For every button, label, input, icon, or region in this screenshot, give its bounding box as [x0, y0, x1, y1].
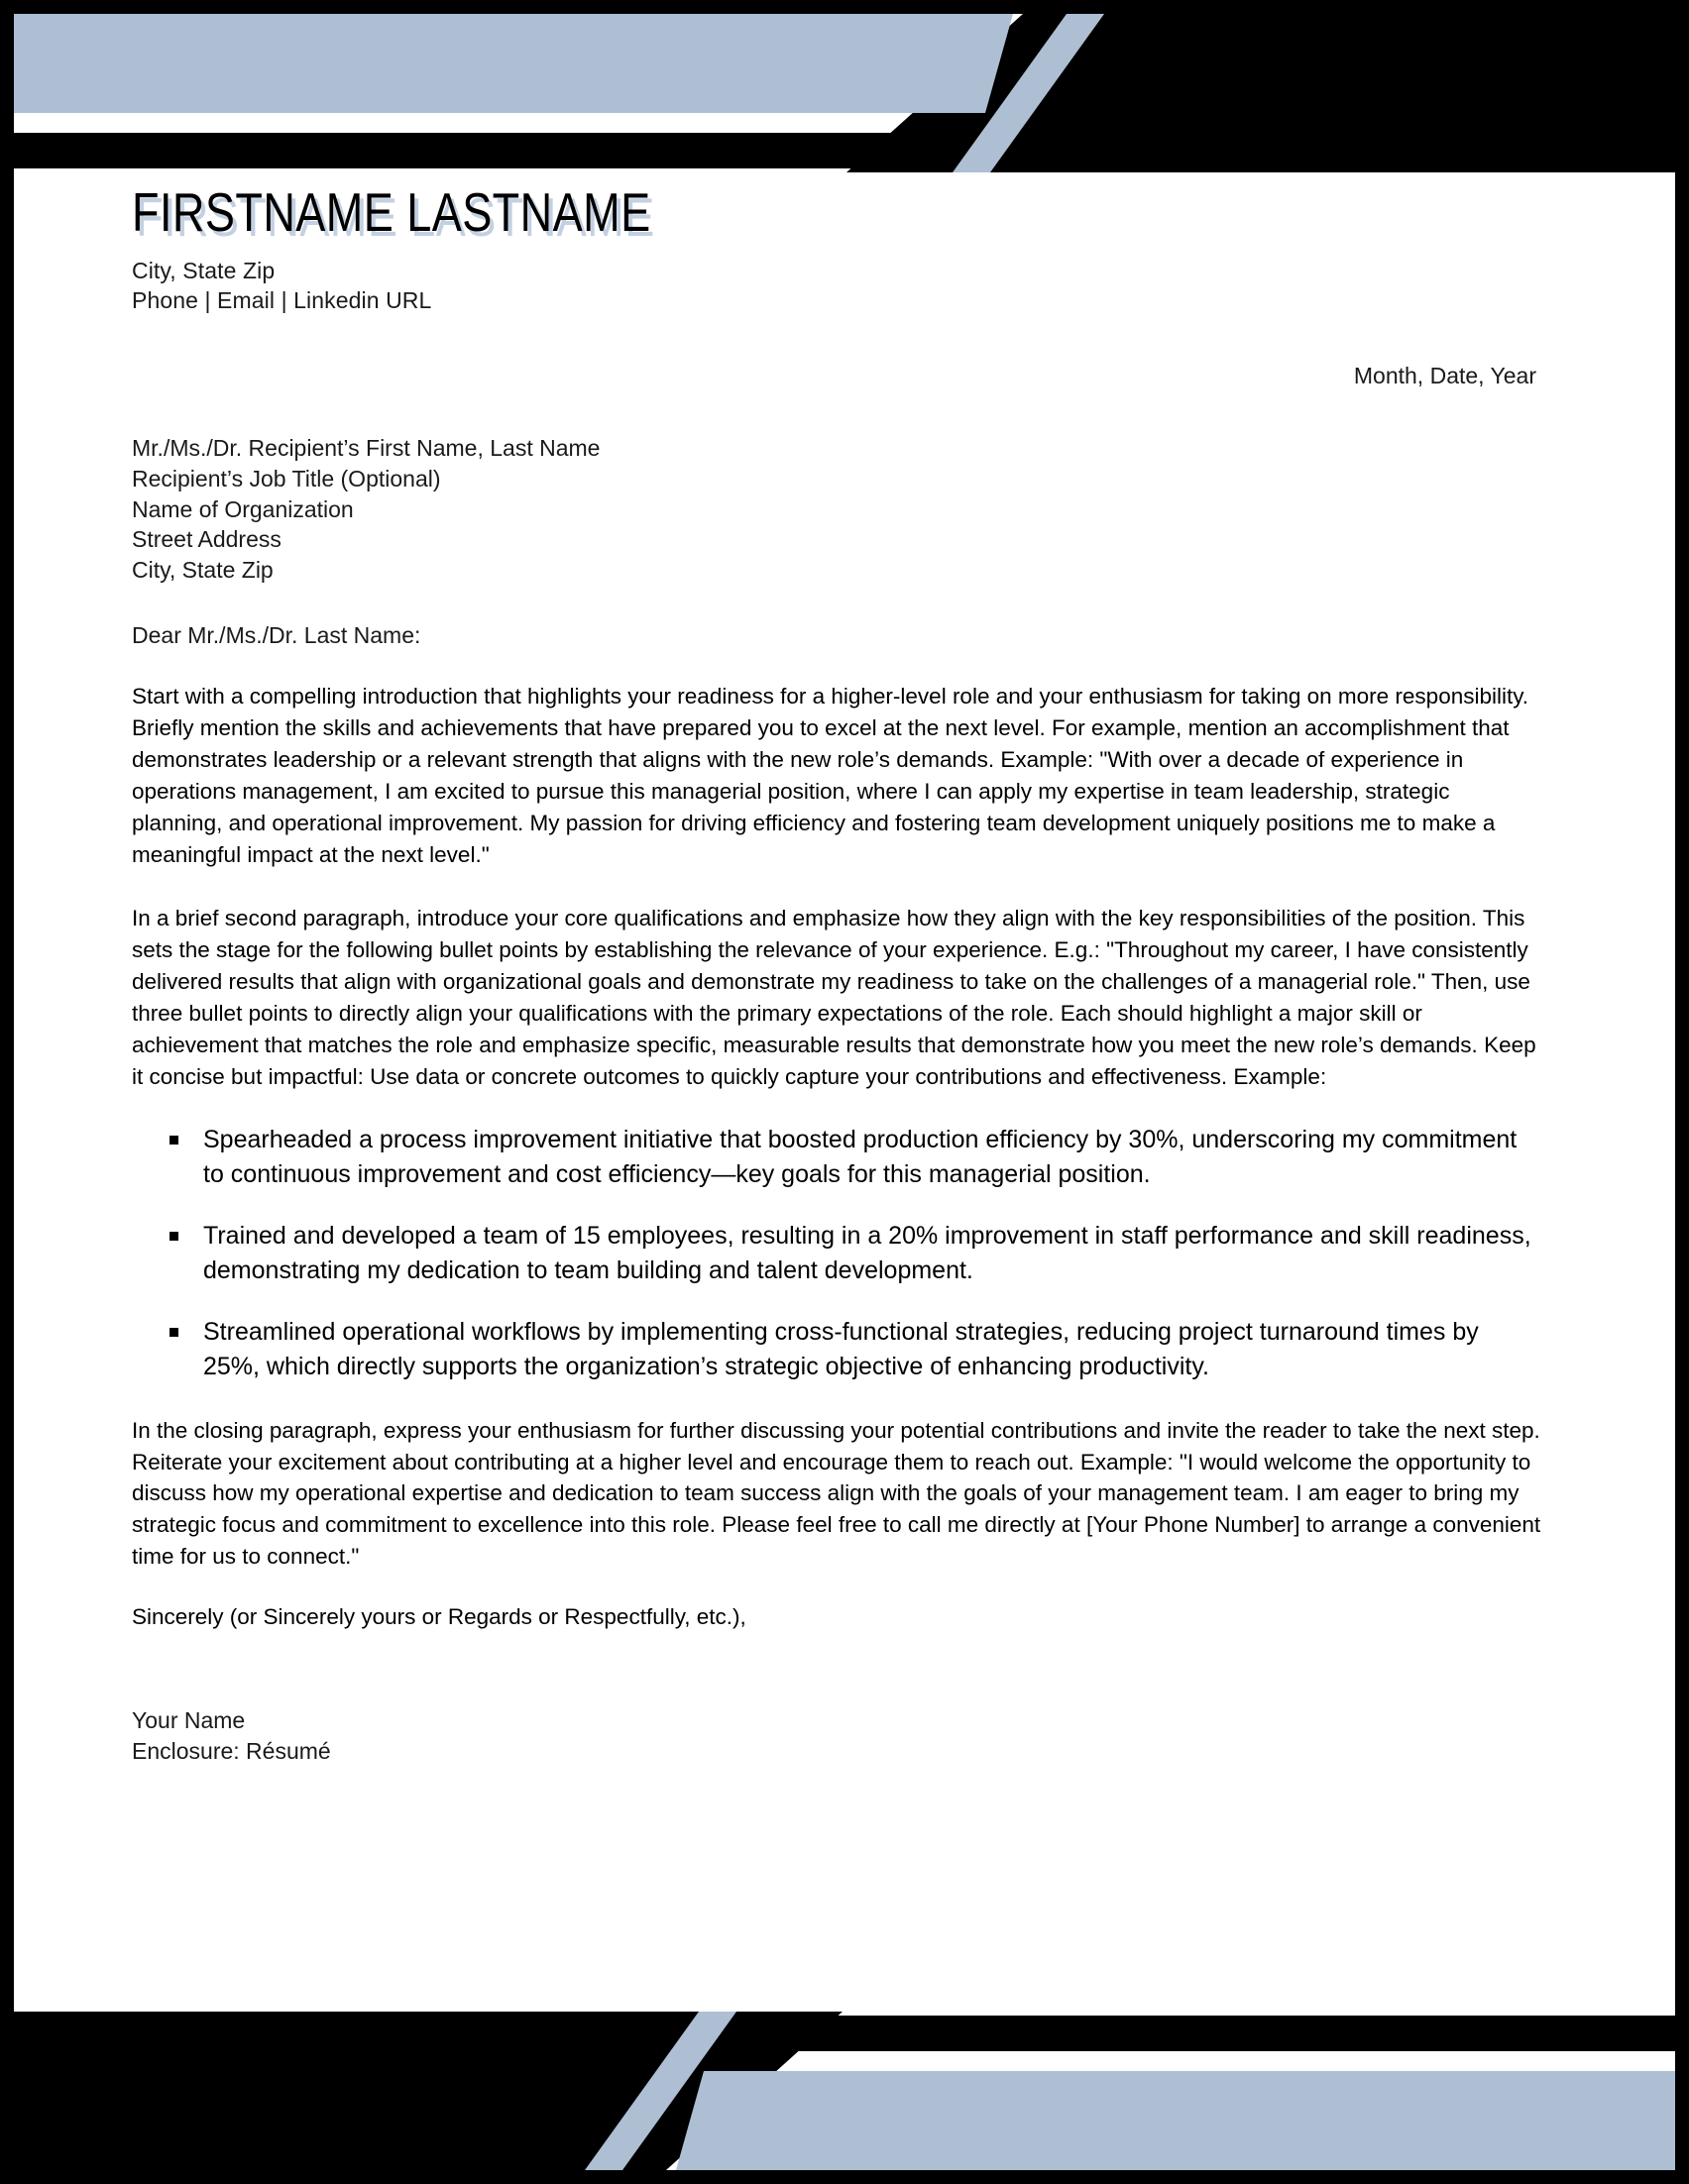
square-bullet-icon	[169, 1328, 178, 1337]
salutation: Dear Mr./Ms./Dr. Last Name:	[132, 622, 421, 649]
bullet-text: Trained and developed a team of 15 employees, resulting in a 20% improvement in staff performance and skill readiness, demonstrating my dedication to team building and talent development.	[203, 1221, 1531, 1285]
recipient-block	[132, 433, 1541, 585]
recipient-organization: Name of Organization	[132, 495, 354, 522]
square-bullet-icon	[169, 1232, 178, 1241]
page-frame-right	[1675, 0, 1689, 2184]
header-blue-band	[14, 14, 1013, 113]
signature-name: Your Name	[132, 1707, 246, 1734]
applicant-contact: Phone | Email | Linkedin URL	[132, 287, 432, 314]
sign-off: Sincerely (or Sincerely yours or Regards or Respectfully, etc.),	[132, 1604, 746, 1630]
footer-blue-band	[676, 2071, 1675, 2170]
page-frame-bottom	[0, 2170, 1689, 2184]
signature-block	[132, 1705, 1541, 1767]
list-item	[132, 1219, 1541, 1289]
recipient-street-address: Street Address	[132, 526, 282, 553]
letter-date: Month, Date, Year	[1353, 363, 1536, 389]
applicant-address: City, State Zip	[132, 257, 276, 283]
achievement-bullet-list	[132, 1123, 1541, 1385]
bullet-text: Spearheaded a process improvement initiative that boosted production efficiency by 30%, underscoring my commitment to continuous improvement and cost efficiency—key goals for this managerial position.	[203, 1125, 1518, 1189]
square-bullet-icon	[169, 1136, 178, 1145]
body-paragraph-3: In the closing paragraph, express your enthusiasm for further discussing your potential contributions and invite the reader to take the next step. Reiterate your excitement about contributing at a higher level and encourage them to reach out. Example: "I would welcome the opportunity to discuss how my operational expertise and dedication to team success align with the goals of your management team. I am eager to bring my strategic focus and commitment to excellence into this role. Please feel free to call me directly at [Your Phone Number] to arrange a convenient time for us to connect."	[132, 1417, 1541, 1570]
list-item	[132, 1315, 1541, 1385]
recipient-name: Mr./Ms./Dr. Recipient’s First Name, Last Name	[132, 435, 601, 462]
applicant-name: FIRSTNAME LASTNAME	[132, 181, 651, 243]
recipient-city-state-zip: City, State Zip	[132, 556, 274, 583]
body-paragraph-2: In a brief second paragraph, introduce your core qualifications and emphasize how they align with the key responsibilities of the position. This sets the stage for the following bullet points by establishing the relevance of your experience. E.g.: "Throughout my career, I have consistently delivered results that align with organizational goals and demonstrate my readiness to take on the challenges of a managerial role." Then, use three bullet points to directly align your qualifications with the primary expectations of the role. Each should highlight a major skill or achievement that matches the role and emphasize specific, measurable results that demonstrate how you meet the new role’s demands. Keep it concise but impactful: Use data or concrete outcomes to quickly capture your contributions and effectiveness. Example:	[132, 905, 1536, 1089]
body-paragraph-1: Start with a compelling introduction that highlights your readiness for a higher-level role and your enthusiasm for taking on more responsibility. Briefly mention the skills and achievements that have prepared you to excel at the next level. For example, mention an accomplishment that demonstrates leadership or a relevant strength that aligns with the new role’s demands. Example: "With over a decade of experience in operations management, I am excited to pursue this managerial position, where I can apply my expertise in team leadership, strategic planning, and operational improvement. My passion for driving efficiency and fostering team development uniquely positions me to make a meaningful impact at the next level."	[132, 684, 1529, 868]
enclosure-note: Enclosure: Résumé	[132, 1738, 331, 1765]
list-item	[132, 1123, 1541, 1193]
footer-black-rule	[722, 2016, 1675, 2051]
header-decoration	[14, 14, 1675, 172]
bullet-text: Streamlined operational workflows by implementing cross-functional strategies, reducing project turnaround times by 25%, which directly supports the organization’s strategic objective of enhancing productivity.	[203, 1317, 1479, 1381]
recipient-job-title: Recipient’s Job Title (Optional)	[132, 466, 441, 492]
header-black-rule	[14, 133, 967, 168]
page-frame-left	[0, 0, 14, 2184]
letter-content	[132, 181, 1541, 1767]
page-frame-top	[0, 0, 1689, 14]
footer-decoration	[14, 2012, 1675, 2170]
